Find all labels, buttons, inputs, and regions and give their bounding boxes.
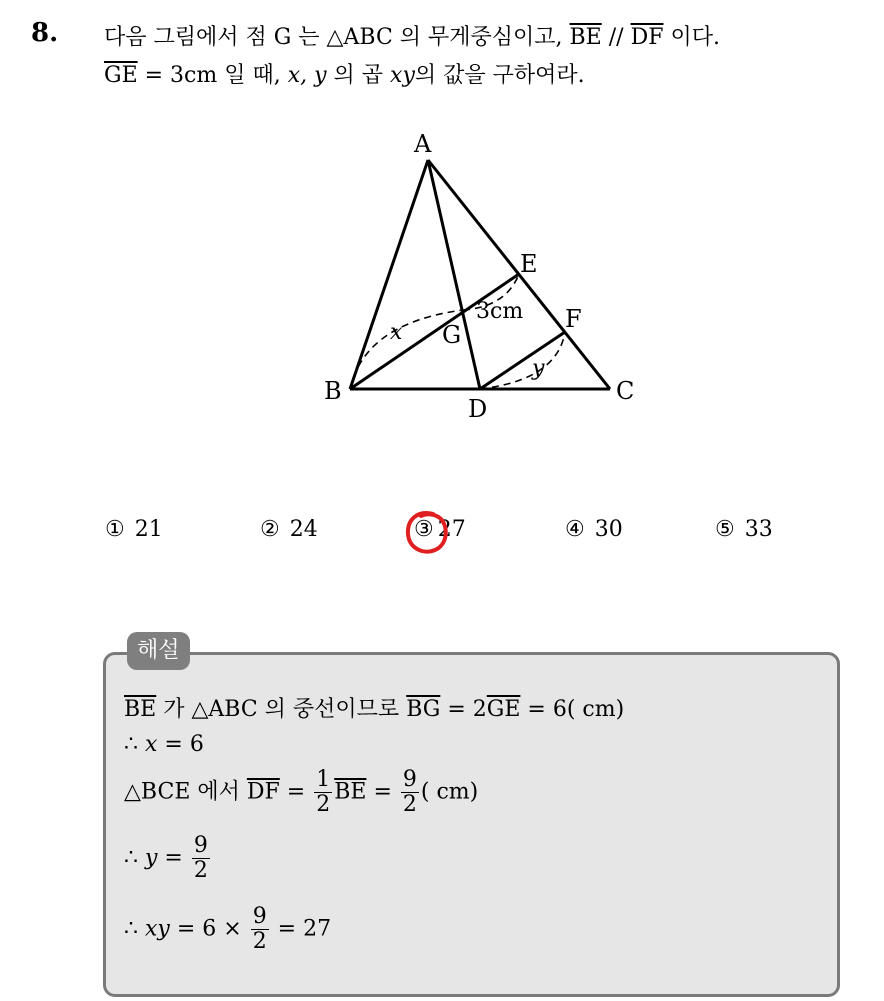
fraction-nine-halves: [251, 905, 269, 954]
segment-df: $\overline{DF}$: [630, 25, 664, 50]
numerator: 9: [252, 904, 267, 929]
question-line-1: [104, 20, 720, 51]
choice-5[interactable]: [715, 517, 773, 542]
choice-symbol: ⑤: [715, 517, 735, 542]
var-product: xy: [390, 63, 415, 88]
question-text: 다음 그림에서 점 G 는 △ABC 의 무게중심이고,: [104, 25, 570, 50]
fraction-nine-halves: [192, 834, 210, 883]
var-product: xy: [145, 916, 170, 942]
segment-be: $\overline{BE}$: [124, 697, 157, 722]
choice-value: 27: [437, 517, 466, 542]
parallel-symbol: //: [601, 25, 631, 50]
choice-symbol: ②: [260, 517, 280, 542]
label-y: y: [532, 356, 545, 381]
denominator: 2: [193, 858, 208, 884]
solution-text: ( cm): [420, 779, 479, 805]
question-line-2: [104, 58, 585, 89]
answer-circle-mark: [403, 508, 451, 558]
triangle-figure: [310, 125, 650, 425]
var-x: x: [145, 732, 158, 757]
segment-ge: $\overline{GE}$: [486, 697, 521, 722]
choice-value: 21: [134, 517, 163, 542]
denominator: 2: [402, 792, 417, 818]
solution-line-4: [124, 834, 212, 883]
label-f: F: [565, 305, 582, 333]
solution-tag: 해설: [127, 632, 190, 670]
segment-be: $\overline{BE}$: [334, 779, 367, 805]
numerator: 9: [402, 767, 417, 792]
segment-ge: $\overline{GE}$: [104, 63, 138, 88]
choice-4[interactable]: [565, 517, 623, 542]
choice-symbol: ④: [565, 517, 585, 542]
label-g: G: [442, 321, 462, 349]
solution-text: = 6: [157, 732, 204, 757]
choice-value: 24: [289, 517, 318, 542]
numerator: 9: [193, 833, 208, 858]
var-xy: x, y: [287, 63, 327, 88]
label-d: D: [468, 395, 488, 423]
solution-text: = 6( cm): [520, 697, 625, 722]
median-be: [350, 274, 519, 389]
solution-text: = 6 ×: [169, 916, 249, 942]
solution-text: = 2: [440, 697, 487, 722]
question-text-end: 이다.: [663, 25, 720, 50]
therefore-symbol: ∴: [124, 916, 145, 942]
choice-value: 30: [594, 517, 623, 542]
solution-text: = 27: [270, 916, 332, 942]
solution-text: =: [366, 779, 399, 805]
solution-line-3: [124, 768, 478, 817]
question-text: = 3cm 일 때,: [137, 63, 288, 88]
segment-be: $\overline{BE}$: [569, 25, 602, 50]
denominator: 2: [252, 929, 267, 955]
choice-2[interactable]: [260, 517, 318, 542]
solution-line-2: [124, 732, 204, 757]
solution-text: △BCE 에서: [124, 779, 247, 805]
denominator: 2: [316, 792, 331, 818]
side-ab: [350, 160, 428, 389]
solution-line-5: [124, 905, 331, 954]
solution-text: =: [157, 845, 190, 871]
segment-df: $\overline{DF}$: [246, 779, 280, 805]
label-a: A: [414, 130, 432, 158]
question-text: 의 값을 구하여라.: [414, 63, 585, 88]
numerator: 1: [316, 767, 331, 792]
choice-symbol: ③: [414, 517, 434, 542]
solution-line-1: [124, 692, 624, 723]
var-y: y: [145, 845, 158, 871]
label-c: C: [616, 377, 635, 405]
choice-symbol: ①: [105, 517, 125, 542]
label-ge-length: 3cm: [476, 299, 524, 324]
choice-value: 33: [744, 517, 773, 542]
segment-bg: $\overline{BG}$: [406, 697, 441, 722]
therefore-symbol: ∴: [124, 732, 145, 757]
choice-1[interactable]: [105, 517, 163, 542]
solution-text: =: [279, 779, 313, 805]
label-e: E: [520, 250, 538, 278]
question-text: 의 곱: [326, 63, 391, 88]
label-b: B: [324, 377, 342, 405]
question-number: 8.: [31, 18, 59, 48]
therefore-symbol: ∴: [124, 845, 145, 871]
fraction-one-half: [314, 768, 332, 817]
solution-text: 가 △ABC 의 중선이므로: [156, 697, 407, 722]
label-x: x: [390, 320, 403, 345]
fraction-nine-halves: [401, 768, 419, 817]
